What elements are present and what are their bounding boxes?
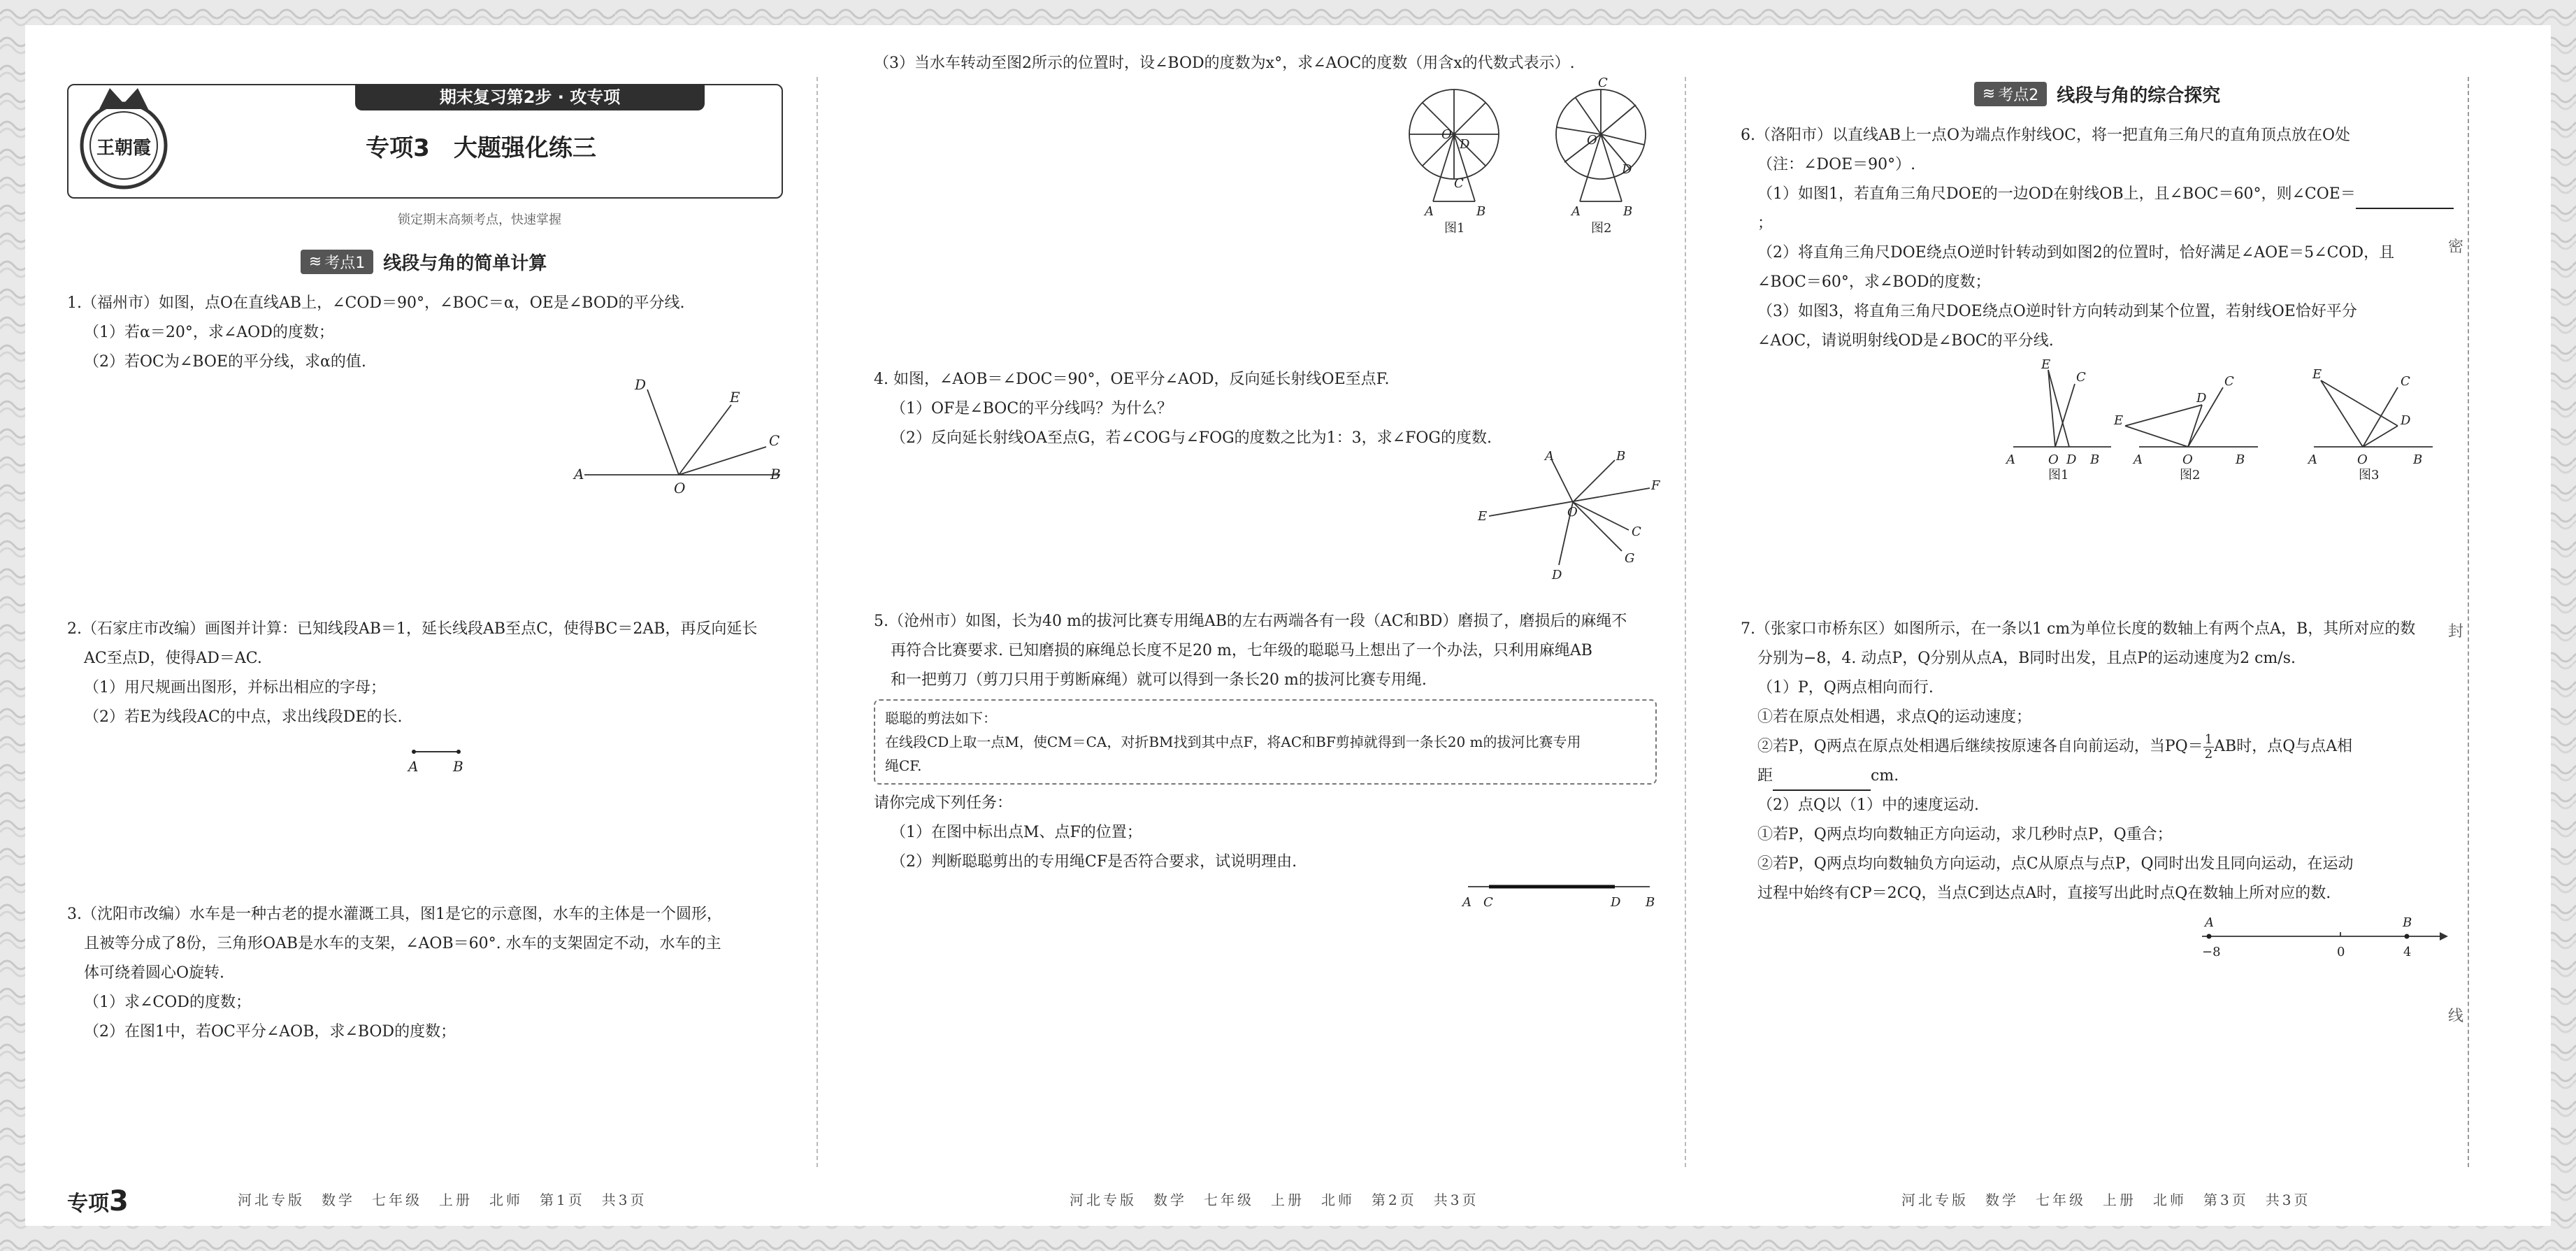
svg-text:O: O — [1587, 133, 1597, 148]
svg-text:B: B — [2413, 452, 2423, 467]
svg-text:A: A — [1462, 895, 1472, 910]
svg-text:A: A — [2134, 452, 2143, 467]
svg-text:O: O — [1441, 127, 1452, 142]
page-title: 专项3 大题强化练三 — [366, 134, 596, 162]
q3-figures — [874, 76, 1657, 236]
fig-caption: 图1 — [1444, 221, 1465, 236]
svg-text:E: E — [1478, 509, 1488, 524]
svg-text:O: O — [674, 480, 686, 496]
svg-text:O: O — [2048, 452, 2059, 467]
fraction: $\frac{1}{2}$ — [2204, 731, 2213, 762]
question-part: 过程中始终有CP＝2CQ，当点C到达点A时，直接写出此时点Q在数轴上所对应的数. — [1757, 885, 2331, 902]
axis-tick: 0 — [2337, 945, 2345, 959]
section-header-2 — [1741, 81, 2454, 107]
question-1 — [67, 289, 780, 496]
question-stem: 分别为−8，4. 动点P，Q分别从点A，B同时出发，且点P的运动速度为2 cm/s. — [1757, 650, 2296, 667]
question-part: （3）如图3，将直角三角尺DOE绕点O逆时针方向转动到某个位置，若射线OE恰好平分 — [1757, 303, 2357, 320]
question-2 — [67, 615, 780, 781]
q5-rope-figure — [874, 877, 1657, 912]
topic-label: 专项3 — [67, 1185, 129, 1217]
question-5 — [874, 607, 1657, 912]
fig-caption: 图3 — [2359, 468, 2380, 482]
question-stem: 6.（洛阳市）以直线AB上一点O为端点作射线OC，将一把直角三角尺的直角顶点放在O处 — [1741, 127, 2350, 144]
column-2 — [874, 49, 1660, 1202]
waterwheel-figure-2 — [1556, 90, 1646, 201]
task-label: 请你完成下列任务： — [874, 794, 1013, 812]
svg-text:E: E — [2114, 413, 2124, 428]
answer-blank[interactable] — [2356, 190, 2454, 209]
question-part: （2）在图1中，若OC平分∠AOB，求∠BOD的度数； — [84, 1023, 456, 1041]
column-divider — [1685, 77, 1686, 1167]
question-6 — [1741, 121, 2454, 482]
section-title: 线段与角的综合探究 — [2057, 85, 2221, 106]
question-stem: 且被等分成了8份，三角形OAB是水车的支架，∠AOB＝60°. 水车的支架固定不动，水车的主 — [84, 935, 721, 952]
page-footer: 河北专版 数学 七年级 上册 北师 第1页 共3页 — [238, 1192, 647, 1208]
banner-subtitle: 锁定期末高频考点，快速掌握 — [398, 213, 561, 227]
question-7 — [1741, 615, 2454, 964]
column-3 — [1741, 49, 2454, 1202]
column-1 — [67, 49, 780, 1202]
svg-text:B: B — [1623, 204, 1633, 219]
svg-text:C: C — [2401, 374, 2410, 389]
svg-text:A: A — [1425, 204, 1434, 219]
svg-text:D: D — [2401, 413, 2411, 428]
question-stem: 7.（张家口市桥东区）如图所示，在一条以1 cm为单位长度的数轴上有两个点A，B，其所对应的数 — [1741, 620, 2416, 638]
q4-figure — [874, 449, 1660, 593]
fig-caption: 图1 — [2048, 468, 2069, 482]
svg-text:A: A — [1545, 449, 1554, 464]
svg-text:A: A — [2308, 452, 2317, 467]
svg-text:A: A — [408, 758, 419, 775]
svg-text:A: A — [2006, 452, 2015, 467]
q1-figure — [67, 377, 780, 496]
question-part: （1）如图1，若直角三角尺DOE的一边OD在射线OB上，且∠BOC＝60°，则∠COE＝； — [1741, 180, 2454, 238]
method-note — [874, 699, 1657, 785]
svg-text:F: F — [1651, 478, 1660, 493]
svg-text:D: D — [1460, 137, 1470, 152]
answer-blank[interactable] — [1773, 771, 1871, 791]
svg-text:C: C — [1483, 895, 1493, 910]
question-stem: 体可绕着圆心O旋转. — [84, 964, 225, 982]
svg-text:E: E — [2312, 367, 2322, 382]
axis-label-a: A — [2205, 915, 2214, 930]
svg-text:C: C — [2224, 374, 2234, 389]
question-part: ∠AOC，请说明射线OD是∠BOC的平分线. — [1757, 332, 2054, 350]
note-line: 在线段CD上取一点M，使CM＝CA，对折BM找到其中点F，将AC和BF剪掉就得到一条长20 m的拔河比赛专用 — [885, 734, 1581, 750]
q6-figures — [1741, 356, 2454, 482]
svg-text:E: E — [730, 389, 740, 406]
page-footer: 河北专版 数学 七年级 上册 北师 第2页 共3页 — [1070, 1192, 1479, 1208]
question-part: ②若P，Q两点在原点处相遇后继续按原速各自向前运动，当PQ＝ $\frac{1}{2}$ AB时，点Q与点A相 — [1757, 731, 2353, 762]
section-tag: ≋ 考点1 — [301, 250, 373, 274]
svg-text:C: C — [769, 432, 780, 449]
question-4 — [874, 365, 1660, 593]
question-part: （1）P，Q两点相向而行. — [1757, 679, 1934, 696]
svg-text:D: D — [1622, 162, 1632, 177]
page-footer: 河北专版 数学 七年级 上册 北师 第3页 共3页 — [1901, 1192, 2311, 1208]
question-part: （1）在图中标出点M、点F的位置； — [891, 824, 1142, 841]
question-stem: 2.（石家庄市改编）画图并计算：已知线段AB＝1，延长线段AB至点C，使得BC＝2AB，再反向延长 — [67, 620, 758, 638]
svg-text:D: D — [1552, 568, 1562, 582]
question-part: （2）将直角三角尺DOE绕点O逆时针转动到如图2的位置时，恰好满足∠AOE＝5∠COD，且 — [1757, 244, 2395, 262]
svg-text:B: B — [453, 758, 463, 775]
section-header-1 — [67, 249, 780, 275]
title-banner — [67, 84, 783, 199]
question-stem: 4. 如图，∠AOB＝∠DOC＝90°，OE平分∠AOD，反向延长射线OE至点F. — [874, 371, 1390, 388]
q2-figure — [67, 732, 780, 781]
svg-text:D: D — [1611, 895, 1621, 910]
svg-text:B: B — [1646, 895, 1655, 910]
question-stem: AC至点D，使得AD＝AC. — [84, 650, 262, 667]
fig-caption: 图2 — [1591, 221, 1612, 236]
question-part: ②若P，Q两点均向数轴负方向运动，点C从原点与点P，Q同时出发且同向运动，在运动 — [1757, 855, 2354, 873]
binding-line — [2468, 77, 2469, 1167]
binding-word: 线 — [2448, 1000, 2463, 1030]
question-part: ①若P，Q两点均向数轴正方向运动，求几秒时点P，Q重合； — [1757, 826, 2173, 843]
question-part: （2）判断聪聪剪出的专用绳CF是否符合要求，试说明理由. — [891, 853, 1297, 871]
svg-text:D: D — [635, 376, 647, 393]
question-part: （2）若OC为∠BOE的平分线，求α的值. — [84, 353, 366, 371]
svg-text:O: O — [1567, 505, 1578, 520]
svg-text:E: E — [2041, 357, 2051, 372]
svg-text:O: O — [2357, 452, 2368, 467]
question-stem: 3.（沈阳市改编）水车是一种古老的提水灌溉工具，图1是它的示意图，水车的主体是一个圆形， — [67, 906, 722, 923]
binding-word: 封 — [2448, 615, 2463, 645]
question-stem: 和一把剪刀（剪刀只用于剪断麻绳）就可以得到一条长20 m的拔河比赛专用绳. — [891, 671, 1427, 689]
svg-text:C: C — [2076, 370, 2086, 385]
section-title: 线段与角的简单计算 — [383, 253, 547, 274]
brand-logo — [71, 81, 176, 200]
svg-text:C: C — [1454, 176, 1464, 191]
axis-tick: −8 — [2202, 945, 2221, 959]
svg-text:B: B — [1476, 204, 1486, 219]
axis-label-b: B — [2403, 915, 2412, 930]
question-part: 距 cm. — [1741, 762, 2454, 791]
svg-text:C: C — [1598, 76, 1608, 90]
step-label: 期末复习第2步 · 攻专项 — [355, 84, 705, 110]
svg-text:A: A — [574, 466, 584, 482]
question-part: （2）点Q以（1）中的速度运动. — [1757, 796, 1980, 814]
question-part: （3）当水车转动至图2所示的位置时，设∠BOD的度数为x°，求∠AOC的度数（用含x的代数式表示）. — [874, 55, 1575, 72]
question-part: （1）用尺规画出图形，并标出相应的字母； — [84, 679, 386, 696]
question-part: （2）若E为线段AC的中点，求出线段DE的长. — [84, 708, 403, 726]
question-stem: 再符合比赛要求. 已知磨损的麻绳总长度不足20 m，七年级的聪聪马上想出了一个办法，只利用麻绳AB — [891, 642, 1592, 659]
q7-number-line — [1741, 908, 2454, 964]
question-part: （1）若α＝20°，求∠AOD的度数； — [84, 324, 334, 341]
note-line: 聪聪的剪法如下： — [885, 710, 997, 727]
svg-text:C: C — [1632, 524, 1641, 539]
svg-text:B: B — [1616, 449, 1626, 464]
svg-text:B: B — [770, 466, 781, 482]
svg-text:D: D — [2196, 391, 2207, 406]
svg-text:D: D — [2066, 452, 2077, 467]
question-part: ①若在原点处相遇，求点Q的运动速度； — [1757, 708, 2032, 726]
question-part: （2）反向延长射线OA至点G，若∠COG与∠FOG的度数之比为1：3，求∠FOG的度数. — [891, 429, 1492, 447]
section-tag: ≋ 考点2 — [1974, 82, 2047, 106]
wave-icon: ≋ — [308, 253, 321, 271]
svg-text:A: A — [1571, 204, 1581, 219]
wave-icon: ≋ — [1982, 85, 1994, 103]
svg-text:B: B — [2090, 452, 2100, 467]
question-stem: 1.（福州市）如图，点O在直线AB上，∠COD＝90°，∠BOC＝α，OE是∠BOD的平分线. — [67, 294, 685, 312]
svg-text:G: G — [1625, 551, 1635, 566]
question-part: （1）求∠COD的度数； — [84, 994, 251, 1011]
svg-text:B: B — [2236, 452, 2245, 467]
column-divider — [816, 77, 818, 1167]
binding-word: 密 — [2448, 231, 2463, 261]
note-line: 绳CF. — [885, 757, 922, 774]
fig-caption: 图2 — [2180, 468, 2201, 482]
question-stem: （注：∠DOE＝90°）. — [1757, 156, 1916, 173]
question-stem: 5.（沧州市）如图，长为40 m的拔河比赛专用绳AB的左右两端各有一段（AC和BD）磨损了，磨损后的麻绳不 — [874, 613, 1627, 630]
question-3 — [67, 900, 780, 1047]
question-part: ∠BOC＝60°，求∠BOD的度数； — [1757, 273, 1991, 291]
axis-tick: 4 — [2403, 945, 2412, 959]
question-part: （1）OF是∠BOC的平分线吗？为什么？ — [891, 400, 1173, 417]
logo-text: 王朝霞 — [96, 138, 152, 159]
svg-text:O: O — [2182, 452, 2193, 467]
